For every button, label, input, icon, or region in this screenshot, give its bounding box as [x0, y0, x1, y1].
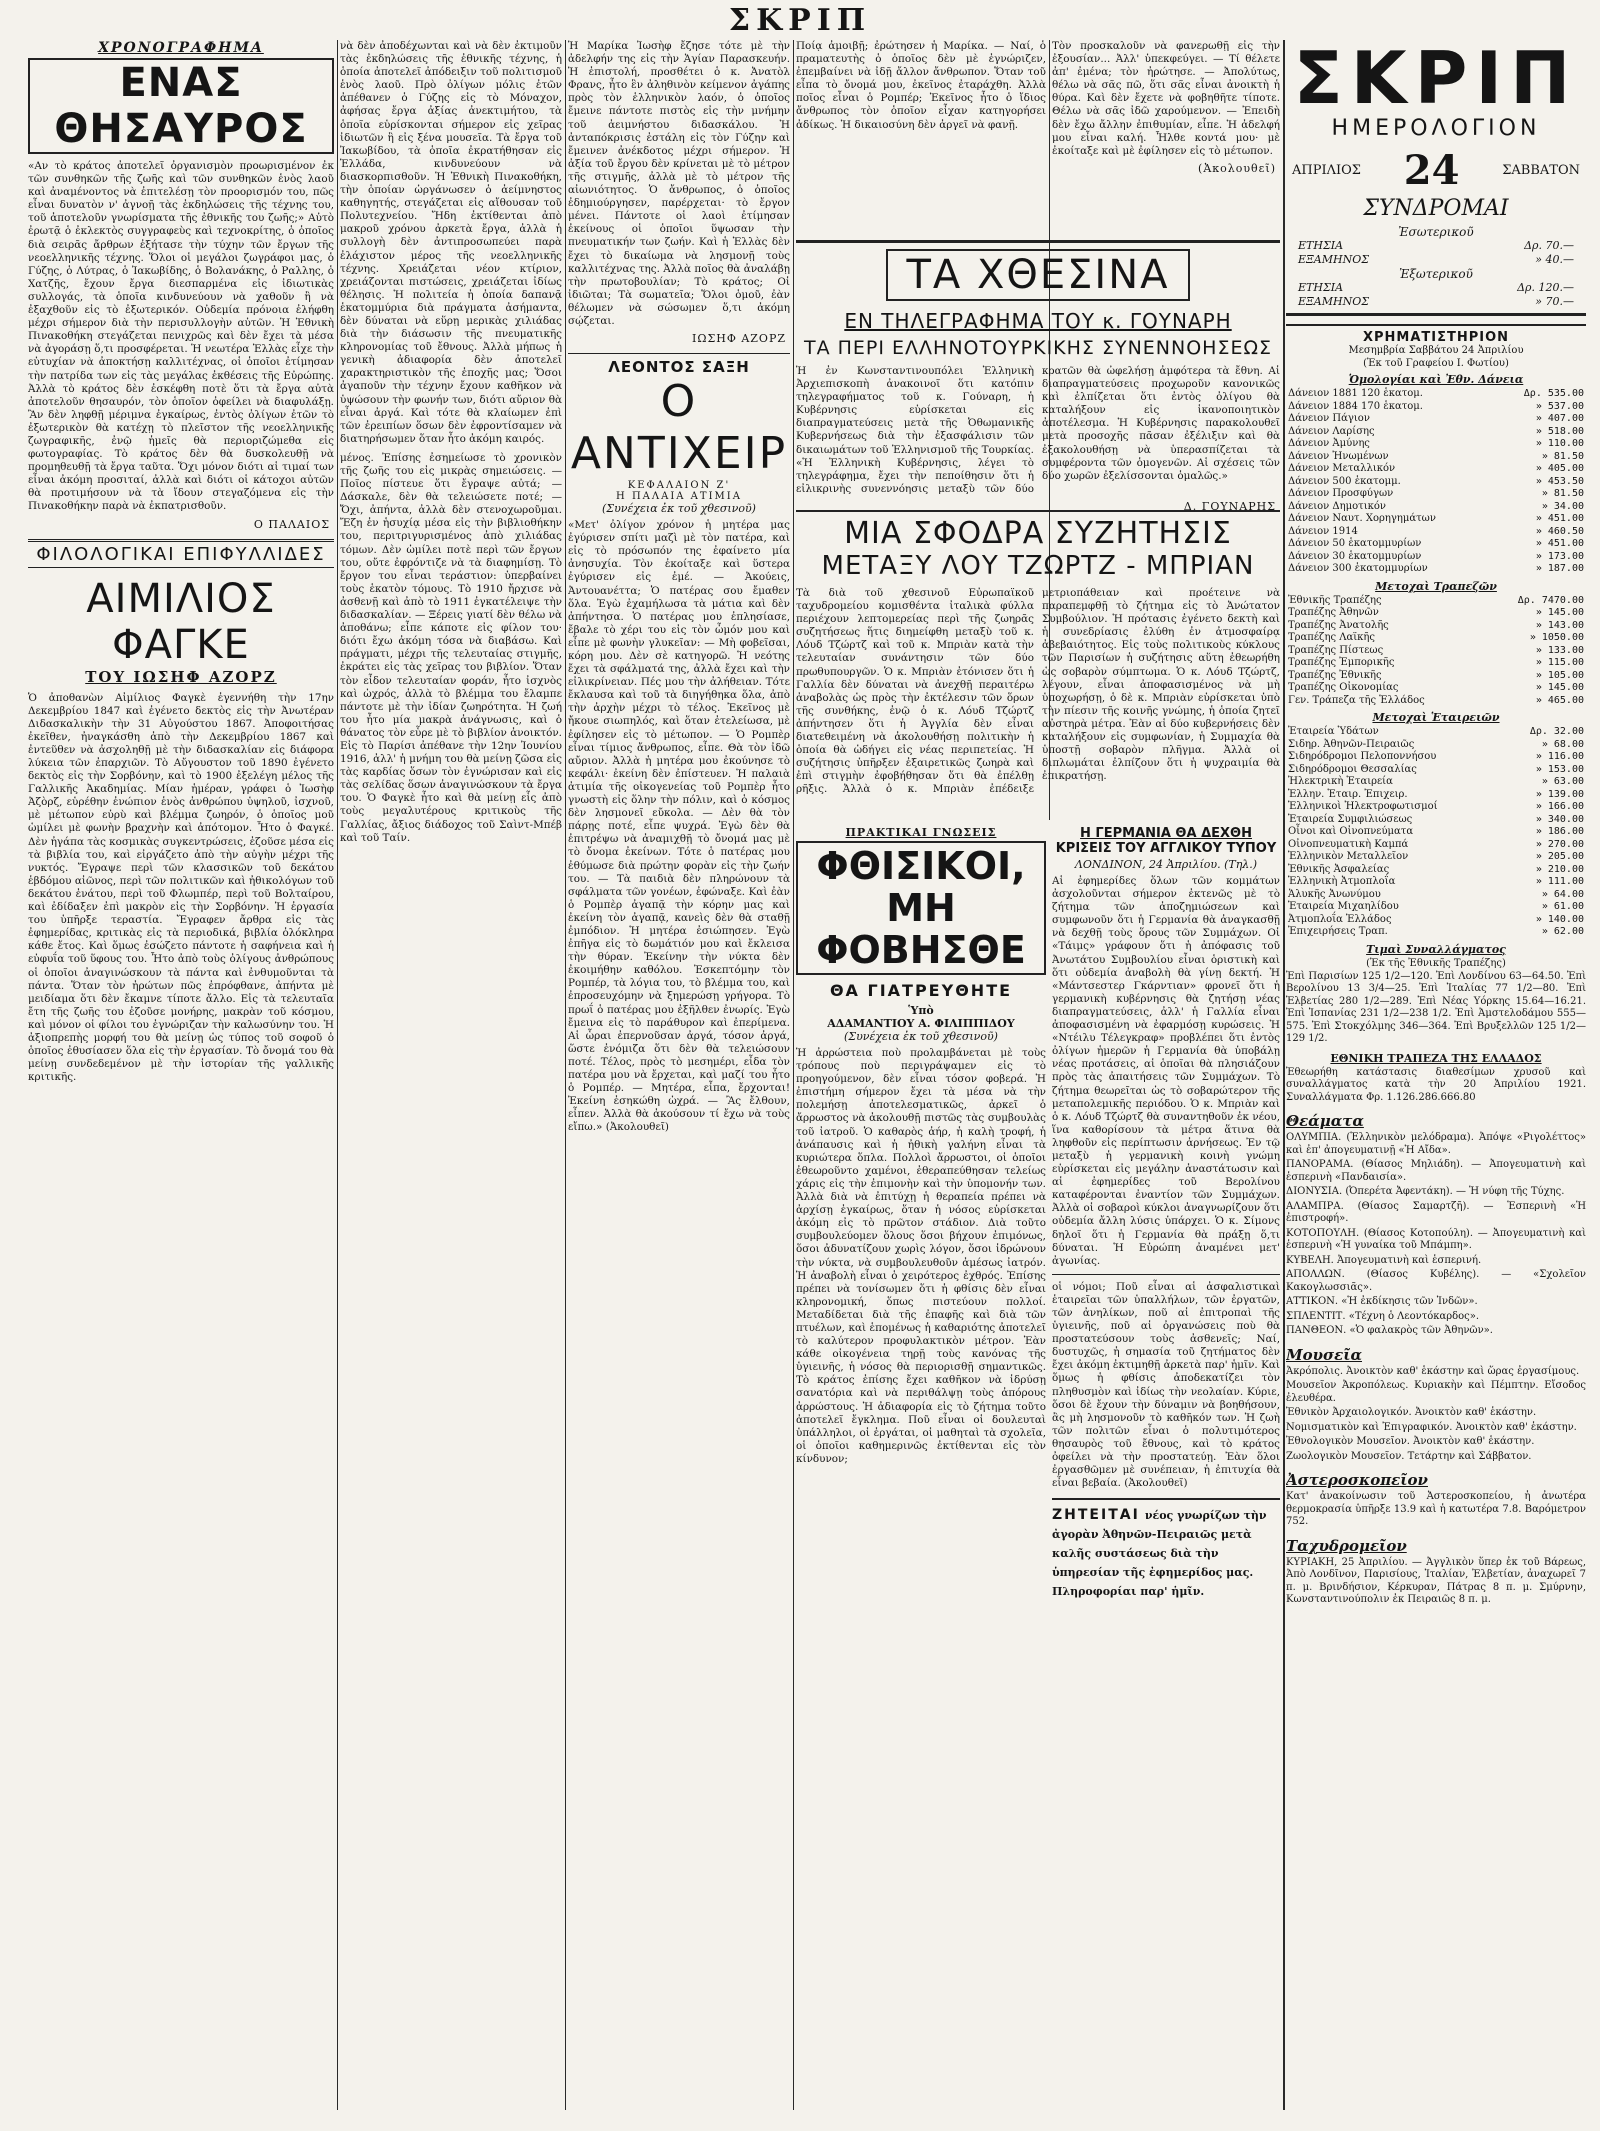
section-heading: ΦΙΛΟΛΟΓΙΚΑΙ ΕΠΙΦΥΛΛΙΔΕΣ	[28, 539, 334, 568]
rate-value: » 270.00	[1535, 838, 1584, 850]
article-body: μένος. Ἐπίσης ἐσημείωσε τὸ χρονικὸν τῆς ζωῆς του εἰς μικρὰς σημειώσεις. — Ποῖος πίστευε ὅτι ἔγραψε αὐτά; — Δάσκαλε, δὲν θὰ τελειώσετε ποτέ; — Ὄχι, ἀπήντα, ἀλλὰ δὲν στενοχωροῦμαι. Ἔζη ἐν ἡσυχίᾳ μέσα εἰς τὴν βιβλιοθήκην του, περιτριγυρισμένος ἀπὸ χιλιάδας τόμων. Δὲν ὡμίλει ποτὲ περὶ τῶν ἔργων του, οὔτε ἐφρόντιζε νὰ τὰ διαφημίσῃ. Τὸ ἔργον του εἶναι τεράστιον: ὑπερβαίνει τοὺς ἑκατὸν τόμους. Τὸ 1910 ἤρχισε νὰ ἀσθενῇ καὶ ἀπὸ τὸ 1911 ἐγκατέλειψε τὴν διδασκαλίαν. — Ξέρεις γιατί δὲν θέλω νὰ ἀποθάνω; εἶπε κάποτε εἰς φίλον του· διότι ἔχω ἀκόμη τόσα νὰ διαβάσω. Καὶ πράγματι, μέχρι τῆς τελευταίας στιγμῆς, ἐκράτει εἰς τὰς χεῖρας του βιβλίον. Ὅταν τὸν εἶδον τελευταίαν φοράν, ἦτο ἰσχνὸς καὶ ὠχρός, ἀλλὰ τὸ βλέμμα του ἔλαμπε πάντοτε μὲ τὴν ἰδίαν ζωηρότητα. Ἡ ζωή του ἦτο μία μακρὰ ἀνάγνωσις, καὶ ὁ θάνατος τὸν εὗρε μὲ τὸ βιβλίον ἀνοικτόν. Εἰς τὸ Παρίσι ἀπέθανε τὴν 12ην Ἰουνίου 1916, ἀλλ' ἡ μνήμη του θὰ μείνῃ ζῶσα εἰς τὰς καρδίας ὅσων τὸν ἐγνώρισαν καὶ εἰς τὰς σελίδας ὅσων ἀναγινώσκουν τὰ ἔργα του. Ὁ Φαγκὲ ἦτο καὶ θὰ μείνῃ εἷς ἀπὸ τοὺς μεγαλυτέρους κριτικοὺς τῆς Γαλλίας, ἄξιος διάδοχος τοῦ Σαὶντ-Μπέβ καὶ τοῦ Ταίν.	[340, 451, 562, 844]
column-kicker: ΧΡΟΝΟΓΡΑΦΗΜΑ	[98, 40, 264, 56]
rate-row	[1286, 914, 1586, 927]
rate-row	[1286, 451, 1586, 464]
article-body: Ἡ ἐν Κωνσταντινουπόλει Ἑλληνικὴ Ἀρχιεπισκοπὴ ἀνακοινοῖ ὅτι κατόπιν τηλεγραφήματος τοῦ κ. Γούναρη, ἡ Κυβέρνησις εὑρίσκεται εἰς διαπραγματεύσεις μετὰ τῆς Ὀθωμανικῆς Κυβερνήσεως διὰ τὴν ἐξασφάλισιν τῶν δικαιωμάτων τοῦ Ἑλληνισμοῦ τῆς Τουρκίας. «Ἡ Ἑλληνικὴ Κυβέρνησις, λέγει τὸ τηλεγράφημα, ἔχει τὴν πεποίθησιν ὅτι ἡ εἰλικρινὴς συνεννόησις μεταξὺ τῶν δύο κρατῶν θὰ ὠφελήσῃ ἀμφότερα τὰ ἔθνη. Αἱ διαπραγματεύσεις προχωροῦν κανονικῶς καὶ ἐλπίζεται ὅτι ἐντὸς ὀλίγου θὰ καταλήξουν εἰς ἱκανοποιητικὸν ἀποτέλεσμα. Ἡ Κυβέρνησις παρακολουθεῖ μετὰ προσοχῆς πᾶσαν ἐξέλιξιν καὶ θὰ ἐξακολουθήσῃ νὰ ὑπερασπίζεται τὰ συμφέροντα τῶν ὁμογενῶν. Αἱ σχέσεις τῶν δύο χωρῶν ἐξελίσσονται ὁμαλῶς.»	[796, 365, 1280, 495]
rate-label: Δάνειον 30 ἑκατομμυρίων	[1288, 550, 1422, 562]
rate-label: Τραπέζης Οἰκονομίας	[1288, 682, 1399, 693]
rate-value: Δρ. 32.00	[1529, 726, 1584, 737]
theatre-entry: ΔΙΟΝΥΣΙΑ. (Ὀπερέτα Ἀφεντάκη). — Ἡ νύφη τῆς Τύχης.	[1286, 1186, 1565, 1197]
rate-row	[1286, 901, 1586, 914]
rate-row	[1286, 789, 1586, 802]
museum-entry: Ἐθνολογικὸν Μουσεῖον. Ἀνοικτὸν καθ' ἑκάστην.	[1286, 1436, 1535, 1447]
ad-text: νέος γνωρίζων τὴν ἀγορὰν Ἀθηνῶν-Πειραιῶς μετὰ καλῆς συστάσεως διὰ τὴν ὑπηρεσίαν τῆς ἐφημερίδος μας. Πληροφορίαι παρ' ἡμῖν.	[1052, 1509, 1267, 1599]
market-note: Μεσημβρία Σαββάτου 24 Ἀπριλίου	[1348, 345, 1524, 356]
theatre-entry: ΟΛΥΜΠΙΑ. (Ἑλληνικὸν μελόδραμα). Ἀπόψε «Ριγολέττος» καὶ ἐπ' ἀπογευματινῇ «Ἡ Αἴδα».	[1286, 1132, 1586, 1156]
subscription-row: ΕΤΗΣΙΑ Δρ. 70.—	[1298, 239, 1574, 252]
column-5-lower	[1052, 820, 1280, 2110]
subscription-row: ΕΞΑΜΗΝΟΣ » 70.—	[1298, 295, 1574, 308]
rate-value: » 210.00	[1535, 863, 1584, 875]
ad-heading: ΖΗΤΕΙΤΑΙ	[1052, 1507, 1140, 1524]
article-signature: Δ. ΓΟΥΝΑΡΗΣ	[1183, 499, 1276, 513]
column-6	[1286, 40, 1586, 2110]
section-headline: ΤΑ ΧΘΕΣΙΝΑ	[886, 249, 1190, 301]
news-section	[796, 240, 1280, 519]
rate-row	[1286, 864, 1586, 877]
rate-row	[1286, 513, 1586, 526]
rate-label: Δάνειον 500 ἑκατομμ.	[1288, 475, 1401, 487]
rate-label: Σιδηρ. Ἀθηνῶν-Πειραιῶς	[1288, 738, 1415, 750]
column-rule	[337, 40, 338, 2110]
rate-label: Ἐθνικῆς Τραπέζης	[1288, 594, 1382, 606]
museum-entry: Ἀκρόπολις. Ἀνοικτὸν καθ' ἑκάστην καὶ ὥρας ἐργασίμους.	[1286, 1365, 1580, 1377]
rate-row	[1286, 595, 1586, 608]
rate-row	[1286, 695, 1586, 708]
rate-label: Δάνειον 1914	[1288, 525, 1358, 537]
article-body: Ἡ Μαρίκα Ἰωσὴφ ἔζησε τότε μὲ τὴν ἀδελφήν της εἰς τὴν Ἁγίαν Παρασκευήν. Ἡ ἐπιστολή, προσθέτει ὁ κ. Ἀνατὸλ Φρανς, ἦτο ἓν ἀληθινὸν κείμενον ἀγάπης πρὸς τὸν ἑλληνικὸν λαόν, ὁ ὁποῖος ἔμεινε πάντοτε πιστὸς εἰς τὴν μνήμην τοῦ ἀειμνήστου διδασκάλου. Ἡ ἀνταπόκρισις ἐστάλη εἰς τὸν Γύζην καὶ ἔμεινεν ἀνέκδοτος μέχρι σήμερον. Ἡ ἀξία τοῦ ἔργου δὲν κρίνεται μὲ τὸ μέτρον τῆς στιγμῆς, ἀλλὰ μὲ τὸ μέτρον τῆς αἰωνιότητος. Ὁ ἄνθρωπος, ὁ ὁποῖος ἐδημιούργησεν, παρέρχεται· τὸ ἔργον μένει. Πάντοτε οἱ λαοὶ ἐτίμησαν ἐκείνους οἱ ὁποῖοι ὕψωσαν τὴν πνευματικήν των ζωήν. Καὶ ἡ Ἑλλὰς δὲν ἔχει τὸ δικαίωμα νὰ λησμονῇ τοὺς καλλιτέχνας της. Ἀλλὰ ποῖος θὰ ἀναλάβῃ τὴν πρωτοβουλίαν; Τὸ κράτος; Οἱ ἰδιῶται; Τὰ σωματεῖα; Ὅλοι ὁμοῦ, ἐὰν θέλωμεν νὰ σώσωμεν ὅ,τι ἀκόμη σῴζεται.	[568, 40, 790, 327]
column-1	[28, 40, 334, 2110]
rate-label: Οἶνοι καὶ Οἰνοπνεύματα	[1288, 826, 1414, 837]
rate-row	[1286, 851, 1586, 864]
rate-label: Δάνειον Προσφύγων	[1288, 488, 1394, 499]
rate-value: » 451.00	[1535, 513, 1584, 524]
column-rule	[1283, 40, 1285, 2110]
rate-value: » 465.00	[1535, 694, 1584, 706]
theatre-entry: ΑΛΑΜΠΡΑ. (Θίασος Σαμαρτζῆ). — Ἑσπερινὴ «Ἡ ἐπιστροφή».	[1286, 1200, 1586, 1224]
rate-label: Τραπέζης Πίστεως	[1288, 644, 1384, 656]
news-section	[796, 510, 1280, 797]
observatory-text: Κατ' ἀνακοίνωσιν τοῦ Ἀστεροσκοπείου, ἡ ἀνωτέρα θερμοκρασία ὑπῆρξε 13.9 καὶ ἡ κατωτέρα 7.8. Βαρόμετρον 752.	[1286, 1491, 1586, 1527]
rate-value: » 451.00	[1535, 538, 1584, 549]
continuation-note: (Συνέχεια ἐκ τοῦ χθεσινοῦ)	[602, 502, 756, 516]
rate-value: » 81.50	[1541, 450, 1584, 462]
rate-value: » 81.50	[1541, 488, 1584, 499]
rate-label: Δάνειον Πάγιον	[1288, 413, 1370, 424]
rate-row	[1286, 401, 1586, 414]
theatre-entry: ΑΠΟΛΛΩΝ. (Θίασος Κυβέλης). — «Σχολεῖον Κακογλωσσιᾶς».	[1286, 1269, 1586, 1293]
masthead: ΣΚΡΙΠ	[728, 3, 872, 38]
rate-row	[1286, 413, 1586, 426]
market-group-title: Τιμαὶ Συναλλάγματος	[1366, 942, 1506, 956]
rate-row	[1286, 632, 1586, 645]
chapter-number: ΚΕΦΑΛΑΙΟΝ Ζ'	[627, 480, 731, 492]
rate-value: » 518.00	[1535, 425, 1584, 437]
rate-label: Δάνειον 1884 170 ἑκατομ.	[1288, 400, 1423, 412]
rate-row	[1286, 501, 1586, 514]
rate-label: Ἠλεκτρικὴ Ἑταιρεία	[1288, 776, 1393, 787]
date-row	[1286, 147, 1586, 194]
rate-value: » 133.00	[1535, 644, 1584, 656]
subscriptions-interior: Ἐσωτερικοῦ	[1398, 225, 1474, 239]
rate-row	[1286, 826, 1586, 839]
rate-value: » 340.00	[1535, 813, 1584, 825]
rate-value: » 116.00	[1535, 751, 1584, 762]
museum-entry: Μουσεῖον Ἀκροπόλεως. Κυριακὴν καὶ Πέμπτην. Εἴσοδος ἐλευθέρα.	[1286, 1380, 1586, 1404]
rate-value: » 145.00	[1535, 607, 1584, 618]
rate-label: Ἀτμοπλοΐα Ἑλλάδος	[1288, 913, 1392, 925]
market-group-title: Ὁμολογίαι καὶ Ἐθν. Δάνεια	[1348, 373, 1524, 386]
rate-value: » 64.00	[1541, 888, 1584, 900]
rate-row	[1286, 526, 1586, 539]
article-body: νὰ δὲν ἀποδέχωνται καὶ νὰ δὲν ἐκτιμοῦν τὰς ἐκδηλώσεις τῆς ἐθνικῆς τέχνης, ἡ ὁποία ἀποτελεῖ ἀπόδειξιν τοῦ πολιτισμοῦ ἑνὸς λαοῦ. Πρὸ ὀλίγων μόλις ἐτῶν ἀπέθανεν ὁ Γύζης εἰς τὸ Μόναχον, ἀφήσας ἔργα ἀξίας ἀνεκτιμήτου, τὰ ὁποῖα εὑρίσκονται σήμερον εἰς χεῖρας ἰδιωτῶν ἢ εἰς ξένα μουσεῖα. Τὰ ἔργα τοῦ Ἰακωβίδου, τὰ ὁποῖα ἐκρατήθησαν εἰς Ἑλλάδα, κινδυνεύουν νὰ διασκορπισθοῦν. Ἡ Ἐθνικὴ Πινακοθήκη, τὴν ὁποίαν ὠργάνωσεν ὁ ἀείμνηστος καθηγητής, στεγάζεται εἰς αἴθουσαν τοῦ Πολυτεχνείου. Ἤδη ἐκτίθενται ἀπὸ μακροῦ χρόνου ἀρκετὰ ἔργα, ἀλλὰ ἡ συλλογὴ δὲν ἀντιπροσωπεύει παρὰ ἐλάχιστον μέρος τῆς νεοελληνικῆς τέχνης. Χρειάζεται νέον κτίριον, χρειάζονται πιστώσεις, χρειάζεται ἰδίως θέλησις. Ἡ πολιτεία ἡ ὁποία δαπανᾷ ἑκατομμύρια διὰ πράγματα ἀσήμαντα, δὲν δύναται νὰ εὕρῃ μερικὰς χιλιάδας διὰ τὴν διάσωσιν τῆς πνευματικῆς κληρονομίας τοῦ ἔθνους. Ἀλλὰ μήπως ἡ γενικὴ ἀδιαφορία δὲν ἀποτελεῖ χαρακτηριστικὸν τῆς ἐποχῆς μας; Ὅσοι ἀγαποῦν τὴν τέχνην ἔχουν καθῆκον νὰ ὑψώσουν τὴν φωνήν των, διότι αὔριον θὰ εἶναι ἀργά. Καὶ τότε θὰ κλαίωμεν ἐπὶ τῶν ἐρειπίων ὅσων δὲν ἐφροντίσαμεν νὰ διατηρήσωμεν ὅταν ἦτο ἀκόμη καιρός.	[340, 40, 562, 445]
article-body: «Αν τὸ κράτος ἀποτελεῖ ὀργανισμὸν προωρισμένον ἐκ τῶν συνθηκῶν τῆς ζωῆς καὶ τῶν συνθηκῶν ἑνὸς λαοῦ καὶ ἀναμένοντος νὰ ἐπιτελέσῃ τὸν προορισμόν του, πῶς εἶναι δυνατὸν ν' ἀγνοῇ τὰς ἐκδηλώσεις τῆς τέχνης του, τοῦ ἀποτελοῦν γνωρίσματα τῆς ἐθνικῆς του ζωῆς;» Αὐτὸ ἐρωτᾷ ὁ ἐκλεκτὸς συγγραφεὺς καὶ τεχνοκρίτης, ὁ ὁποῖος διὰ σειρᾶς ἄρθρων ἐξήτασε τὴν τύχην τῶν ἔργων τῆς νεοελληνικῆς τέχνης. Ὅλοι οἱ μεγάλοι ζωγράφοι μας, ὁ Γύζης, ὁ Λύτρας, ὁ Ἰακωβίδης, ὁ Βολανάκης, ὁ Ραλλης, ὁ Χατζῆς, ἔχουν ἔργα διεσπαρμένα εἰς ἰδιωτικὰς συλλογάς, τὰ ὁποῖα κινδυνεύουν νὰ χαθοῦν ἢ νὰ ἐξαχθοῦν εἰς τὸ ἐξωτερικόν. Οὐδεμία πρόνοια ἐλήφθη μέχρι σήμερον διὰ τὴν περισυλλογὴν αὐτῶν. Ἡ Ἐθνικὴ Πινακοθήκη στεγάζεται πενιχρῶς καὶ δὲν ἔχει τὰ μέσα νὰ ἀγοράσῃ ὅ,τι προσφέρεται. Ἡ νεωτέρα Ἑλλὰς εἶχε τὴν εὐτυχίαν νὰ ἀποκτήσῃ καλλιτέχνας, οἱ ὁποῖοι ἐτίμησαν τὴν πατρίδα των εἰς τὰς μεγάλας ἐκθέσεις τῆς Εὐρώπης. Ἀλλὰ τὸ κράτος δὲν ἐσκέφθη ποτὲ ὅτι τὰ ἔργα αὐτὰ ἀποτελοῦν θησαυρόν, τὸν ὁποῖον ὀφείλει νὰ διαφυλάξῃ. Ἂν δὲν ληφθῇ μέριμνα ἐγκαίρως, ἐντὸς ὀλίγων ἐτῶν τὸ ἐξωτερικὸν θὰ κατέχῃ τὸ πλεῖστον τῆς νεοελληνικῆς ζωγραφικῆς, ἐνῷ ἡμεῖς θὰ περιοριζώμεθα εἰς φωτογραφίας. Τὸ κράτος δὲν θὰ δυσκολευθῇ νὰ προμηθευθῇ τὰ ἔργα ταῦτα. Ὅχι μόνον διότι αἱ τιμαί των εἶναι ἀκόμη προσιταί, ἀλλὰ καὶ διότι οἱ κάτοχοι αὐτῶν θὰ προτιμήσουν νὰ τὰ ἴδουν στεγαζόμενα εἰς τὴν Πινακοθήκην παρὰ νὰ ἐκπατρισθοῦν.	[28, 160, 334, 513]
rate-value: » 139.00	[1535, 788, 1584, 800]
serial-title: Ο ΑΝΤΙΧΕΙΡ	[570, 376, 788, 480]
column-rule	[565, 40, 566, 2110]
rate-row	[1286, 563, 1586, 576]
serial-body: «Μετ' ὀλίγον χρόνον ἡ μητέρα μας ἐγύρισεν σπίτι μαζὶ μὲ τὸν πατέρα, καὶ εἰς τὸ πρόσωπόν της ἐφαίνετο μία ἀνησυχία. Τὸν ἐκοίταξε καὶ ὕστερα ἐγύρισεν εἰς ἐμέ. — Ἀκούεις, Ἀντουανέττα; Ὁ πατέρας σου ἔμαθεν ὅλα. Ἐγὼ ἐχαμήλωσα τὰ μάτια καὶ δὲν ἀπήντησα. Ὁ πατέρας μου ἐπλησίασε, ἔβαλε τὸ χέρι του εἰς τὸν ὦμόν μου καὶ εἶπε μὲ φωνὴν γλυκεῖαν: — Μὴ φοβεῖσαι, κόρη μου. Δὲν σὲ κατηγορῶ. Ἡ νεότης ἔχει τὰ σφάλματά της, ἀλλὰ ἔχει καὶ τὴν εἰλικρίνειαν. Πές μου τὴν ἀλήθειαν. Τότε ἔκλαυσα καὶ τοῦ τὰ διηγήθηκα ὅλα, ἀπὸ τὴν ἀρχὴν μέχρι τὸ τέλος. Ἐκεῖνος μὲ ἤκουε σιωπηλός, καὶ ὅταν ἐτελείωσα, μὲ ἐφίλησεν εἰς τὸ μέτωπον. — Ὁ Ρομπὲρ εἶναι τίμιος ἄνθρωπος, εἶπε. Θὰ τὸν ἰδῶ αὔριον. Ἀλλὰ ἡ μητέρα μου ἐκούνησε τὸ κεφάλι· ἐκείνη δὲν ἐπίστευεν. Ἡ παλαιὰ ἀτιμία τῆς οἰκογενείας τοῦ Ρομπὲρ ἦτο γνωστὴ εἰς ὅλην τὴν πόλιν, καὶ ὁ κόσμος δὲν λησμονεῖ εὔκολα. — Δὲν θὰ τὸν πάρῃς ποτέ, εἶπε ψυχρά. Ἐγὼ δὲν θὰ ἐπιτρέψω νὰ ἀναμιχθῇ τὸ ὄνομά μας μὲ τὸ ὄνομα ἐκείνων. Τότε ὁ πατέρας μου ἐθύμωσε διὰ πρώτην φορὰν εἰς τὴν ζωήν του. — Τὰ παιδιὰ δὲν πληρώνουν τὰ σφάλματα τῶν γονέων, ἐφώναξε. Καὶ ἐὰν ὁ Ρομπὲρ ἀγαπᾷ τὴν κόρην μας καὶ ἐκείνη τὸν ἀγαπᾷ, κανεὶς δὲν θὰ σταθῇ ἐμπόδιον. Ἡ μητέρα ἐσιώπησεν. Ἐγὼ ἐπῆγα εἰς τὸ δωμάτιόν μου καὶ ἔκλεισα τὴν θύραν. Ἐκείνην τὴν νύκτα δὲν ἐκοιμήθην καθόλου. Ἐσκεπτόμην τὸν Ρομπέρ, τὰ λόγια του, τὸ βλέμμα του, καὶ ἐπροσευχόμην νὰ ξημερώσῃ γρήγορα. Τὸ πρωΐ ὁ πατέρας μου ἐξῆλθεν ἐνωρίς. Ἐγὼ ἔμεινα εἰς τὸ παράθυρον καὶ ἐπερίμενα. Αἱ ὧραι ἐπερνοῦσαν ἀργά, τόσον ἀργά, ὥστε ἐνόμιζα ὅτι δὲν θὰ τελειώσουν ποτέ. Τέλος, πρὸς τὸ μεσημέρι, εἶδα τὸν πατέρα μου νὰ ἔρχεται, καὶ μαζί του ἦτο ὁ Ρομπέρ. — Μητέρα, εἶπα, ἔρχονται! Ἐκείνη ἐσηκώθη ὠχρά. — Ἂς ἔλθουν, εἶπεν. Ἀλλὰ θὰ ἀκούσουν τί ἔχω νὰ τοὺς εἴπω.» (Ἀκολουθεῖ)	[568, 519, 790, 1134]
serial-author: ΛΕΟΝΤΟΣ ΣΑΞΗ	[568, 353, 790, 376]
rate-row	[1286, 814, 1586, 827]
column-3	[568, 40, 790, 2110]
article-body: Ἡ ἀρρώστεια ποὺ προλαμβάνεται μὲ τοὺς τρόπους ποὺ περιγράψαμεν εἰς τὸ προηγούμενον, δὲν εἶναι τόσον φοβερά. Ἡ ἐπιστήμη σήμερον ἔχει τὰ μέσα νὰ τὴν πολεμήσῃ ἀποτελεσματικῶς, ἀρκεῖ ὁ ἄρρωστος νὰ ἀκολουθῇ πιστῶς τὰς συμβουλὰς τοῦ ἰατροῦ. Ὁ καθαρὸς ἀήρ, ἡ καλὴ τροφή, ἡ ἀνάπαυσις καὶ ἡ ἠθικὴ γαλήνη εἶναι τὰ κυριώτερα ὅπλα. Πολλοὶ ἄρρωστοι, οἱ ὁποῖοι ἐθεωροῦντο χαμένοι, ἐθεραπεύθησαν τελείως χάρις εἰς τὴν ἐπιμονὴν καὶ τὴν ὑπομονήν των. Ἀλλὰ διὰ νὰ ἐπιτύχῃ ἡ θεραπεία πρέπει νὰ ἀρχίσῃ ἐγκαίρως, ὅταν ἡ νόσος εὑρίσκεται ἀκόμη εἰς τὸ πρῶτον στάδιον. Διὰ τοῦτο συμβουλεύομεν ὅλους ὅσοι βήχουν ἐπιμόνως, ὅσοι ἀδυνατίζουν χωρὶς λόγον, ὅσοι ἱδρώνουν τὴν νύκτα, νὰ συμβουλευθοῦν ἀμέσως ἰατρόν. Ἡ ἀναβολὴ εἶναι ὁ χειρότερος ἐχθρός. Ἐπίσης πρέπει νὰ τονίσωμεν ὅτι ἡ φθίσις δὲν εἶναι κληρονομική, ὅπως πιστεύουν πολλοί. Μεταδίδεται διὰ τῆς ἐπαφῆς καὶ διὰ τῶν πτυέλων, καὶ ἑπομένως ἡ καθαριότης ἀποτελεῖ τὸ καλύτερον προφυλακτικὸν μέτρον. Ἐὰν κάθε οἰκογένεια τηρῇ τοὺς κανόνας τῆς ὑγιεινῆς, ἡ νόσος θὰ περιορισθῇ σημαντικῶς. Τὸ κράτος ἐπίσης ἔχει καθῆκον νὰ ἱδρύσῃ σανατόρια καὶ νὰ περιθάλψῃ τοὺς ἀπόρους ἀρρώστους. Ἡ ἀδιαφορία εἰς τὸ ζήτημα τοῦτο ἀποτελεῖ ἔγκλημα. Ποῦ εἶναι οἱ δουλευταὶ ὑπάλληλοι, οἱ ἐργάται, οἱ μαθηταὶ τὰ σχολεῖα, οἱ ὁποῖοι καθημερινῶς ἐκτίθενται εἰς τὸν κίνδυνον;	[796, 1047, 1046, 1465]
article-byline: ΑΔΑΜΑΝΤΙΟΥ Α. ΦΙΛΙΠΠΙΔΟΥ	[827, 1017, 1015, 1030]
subscription-row: ΕΞΑΜΗΝΟΣ » 40.—	[1298, 253, 1574, 266]
rate-label: Σιδηρόδρομοι Πελοποννήσου	[1288, 751, 1437, 762]
rate-label: Δάνειον Ναυτ. Χορηγημάτων	[1288, 513, 1436, 524]
article-body: Ποίᾳ ἀμοιβῇ; ἐρώτησεν ἡ Μαρίκα. — Ναί, ὁ πραματευτὴς ὁ ὁποῖος δὲν μὲ ἐγνώριζεν, ἐπεμβαίνει νὰ ἰδῇ ἄλλον ἄνθρωπον. Ὅταν τοῦ εἶπα τὸ ὄνομά μου, ἐκεῖνος ἐταράχθη. Ἀλλὰ ποῖος εἶναι ὁ Ρομπέρ; Ἐκεῖνος ἦτο ὁ ἴδιος ἄνθρωπος τὸν ὁποῖον εἶχαν κατηγορήσει ἀδίκως. Ἡ δικαιοσύνη δὲν ἀργεῖ νὰ φανῇ.	[796, 40, 1046, 131]
rate-value: » 537.00	[1535, 400, 1584, 412]
rates-list	[1286, 595, 1586, 708]
article-signature: ΙΩΣΗΦ ΑΖΟΡΖ	[692, 332, 786, 346]
rate-label: Δάνειον Μεταλλικόν	[1288, 463, 1396, 474]
rate-value: » 166.00	[1535, 801, 1584, 812]
column-kicker: ΠΡΑΚΤΙΚΑΙ ΓΝΩΣΕΙΣ	[845, 826, 997, 839]
rate-row	[1286, 645, 1586, 658]
museum-entry: Νομισματικὸν καὶ Ἐπιγραφικόν. Ἀνοικτὸν καθ' ἑκάστην.	[1286, 1421, 1577, 1433]
rate-label: Ἑλληνικοὶ Ἠλεκτροφωτισμοί	[1288, 801, 1438, 812]
rate-label: Δάνειον Δημοτικόν	[1288, 500, 1386, 512]
rate-row	[1286, 388, 1586, 401]
theatre-entry: ΚΥΒΕΛΗ. Ἀπογευματινὴ καὶ ἑσπερινή.	[1286, 1254, 1482, 1266]
rate-label: Γεν. Τράπεζα τῆς Ἑλλάδος	[1288, 694, 1425, 706]
rate-value: » 115.00	[1535, 657, 1584, 668]
rate-value: » 187.00	[1535, 563, 1584, 574]
rate-row	[1286, 764, 1586, 777]
market-group-title: Μετοχαὶ Τραπεζῶν	[1375, 579, 1497, 593]
rate-row	[1286, 426, 1586, 439]
rate-value: Δρ. 535.00	[1523, 388, 1584, 399]
rate-label: Δάνειον Λαρίσης	[1288, 425, 1375, 437]
rate-row	[1286, 488, 1586, 501]
rate-row	[1286, 751, 1586, 764]
rate-value: » 145.00	[1535, 682, 1584, 693]
rate-value: » 105.00	[1535, 669, 1584, 681]
paper-name: ΣΚΡΙΠ	[1293, 40, 1579, 120]
rate-label: Δάνειον 50 ἑκατομμυρίων	[1288, 538, 1422, 549]
rate-row	[1286, 726, 1586, 739]
calendar-box	[1286, 40, 1586, 316]
market-title: ΧΡΗΜΑΤΙΣΤΗΡΙΟΝ	[1286, 324, 1586, 345]
rate-value: » 205.00	[1535, 851, 1584, 862]
rate-label: Ἑλλην. Ἑταιρ. Ἐπιχειρ.	[1288, 788, 1408, 800]
subscription-row: ΕΤΗΣΙΑ Δρ. 120.—	[1298, 281, 1574, 294]
rate-label: Τραπέζης Ἀνατολῆς	[1288, 619, 1389, 631]
article-byline: ΤΟΥ ΙΩΣΗΦ ΑΖΟΡΖ	[85, 667, 277, 686]
rate-label: Ἑταιρεία Συμφιλιώσεως	[1288, 813, 1413, 825]
theatres-title: Θεάματα	[1286, 1112, 1364, 1130]
rate-row	[1286, 657, 1586, 670]
article-signature: (Ἀκολουθεῖ)	[1198, 161, 1276, 175]
rate-value: » 110.00	[1535, 438, 1584, 449]
article-headline: ΦΘΙΣΙΚΟΙ,	[816, 844, 1026, 888]
article-headline: Η ΓΕΡΜΑΝΙΑ ΘΑ ΔΕΧΘΗ	[1080, 826, 1252, 841]
rate-label: Τραπέζης Ἀθηνῶν	[1288, 607, 1379, 618]
rate-label: Τραπέζης Λαϊκῆς	[1288, 632, 1375, 643]
rate-value: » 63.00	[1541, 776, 1584, 787]
rate-label: Τραπέζης Ἐμπορικῆς	[1288, 657, 1395, 668]
rate-value: » 62.00	[1541, 926, 1584, 937]
rate-label: Δάνειον Ἠνωμένων	[1288, 450, 1389, 462]
rate-row	[1286, 670, 1586, 683]
rate-value: » 460.50	[1535, 525, 1584, 537]
rate-row	[1286, 538, 1586, 551]
chapter-title: Η ΠΑΛΑΙΑ ΑΤΙΜΙΑ	[616, 491, 742, 503]
rate-value: » 453.50	[1535, 475, 1584, 487]
rate-label: Ἐπιχειρήσεις Τραπ.	[1288, 926, 1388, 937]
rate-label: Σιδηρόδρομοι Θεσσαλίας	[1288, 763, 1417, 775]
article-body: Τὸν προσκαλοῦν νὰ φανερωθῇ εἰς τὴν ἐξουσίαν... Ἀλλ' ὑπεκφεύγει. — Τί θέλετε ἀπ' ἐμένα; τὸν ἠρώτησε. — Ἀπολύτως, θέλω νὰ σᾶς πῶ, ὅτι σᾶς εἶναι ἀνοικτὴ ἡ θύρα. Καὶ δὲν ἔχετε νὰ φοβηθῆτε τίποτε. Θέλω νὰ σᾶς ἰδῶ χαρούμενον. — Ἐπειδὴ δὲν ἔχω ἄλλην ἐπιθυμίαν, εἶπε. Ἡ ἀδελφή μου εἶναι καλή. Ἦλθε κοντά μου· μὲ ἐκοίταξε καὶ μὲ ἐφίλησεν εἰς τὸ μέτωπον.	[1052, 40, 1280, 157]
article-signature: Ο ΠΑΛΑΙΟΣ	[253, 517, 330, 531]
rate-label: Δάνειον 300 ἑκατομμυρίων	[1288, 563, 1428, 574]
market-source: (Ἐκ τοῦ Γραφείου Ι. Φωτίου)	[1363, 358, 1509, 369]
rate-value: » 186.00	[1535, 826, 1584, 837]
market-group-title: Μετοχαὶ Ἑταιρειῶν	[1372, 711, 1500, 724]
rate-row	[1286, 801, 1586, 814]
rate-value: Δρ. 7470.00	[1517, 594, 1584, 606]
rate-row	[1286, 607, 1586, 620]
rate-row	[1286, 476, 1586, 489]
rate-value: » 140.00	[1535, 913, 1584, 925]
article-headline: ΜΗ ΦΟΒΗΣΘΕ	[816, 886, 1026, 972]
article-body: οἱ νόμοι; Ποῦ εἶναι αἱ ἀσφαλιστικαὶ ἑταιρεῖαι τῶν ὑπαλλήλων, τῶν ἐργατῶν, τῶν ἀνηλίκων, ποῦ αἱ ἐπιτροπαὶ τῆς ὑγιεινῆς, ποῦ αἱ ὀργανώσεις ποὺ θὰ προστατεύσουν τοὺς ἀσθενεῖς; Ναί, δυστυχῶς, ἡ σημασία τοῦ ζητήματος δὲν ἔχει ἀκόμη ἐκτιμηθῇ ἀρκετὰ παρ' ἡμῖν. Καὶ ὅμως ἡ φθίσις ἀποδεκατίζει τὸν πληθυσμὸν καὶ ἰδίως τὴν νεολαίαν. Κύριε, ὅσοι δὲ ἔχουν τὴν δύναμιν νὰ βοηθήσουν, ἂς μὴ λησμονοῦν τὸ καθῆκόν των. Ἡ ζωὴ τῶν πολιτῶν εἶναι ὁ πολυτιμότερος θησαυρὸς τοῦ ἔθνους, καὶ τὸ κράτος ὀφείλει νὰ τὴν προστατεύῃ. Ἐὰν ὅλοι ἐργασθῶμεν μὲ συνέπειαν, ἡ ἐπιτυχία θὰ εἶναι βεβαία. (Ἀκολουθεῖ)	[1052, 1280, 1280, 1490]
column-rule	[793, 40, 794, 2110]
rate-label: Ἐθνικῆς Ἀσφαλείας	[1288, 863, 1390, 875]
rate-row	[1286, 876, 1586, 889]
museums-title: Μουσεῖα	[1286, 1345, 1362, 1364]
museum-entry: Ζωολογικὸν Μουσεῖον. Τετάρτην καὶ Σάββατον.	[1286, 1450, 1532, 1462]
museum-entry: Ἐθνικὸν Ἀρχαιολογικόν. Ἀνοικτὸν καθ' ἑκάστην.	[1286, 1407, 1537, 1418]
article-body: Ὁ ἀποθανὼν Αἰμίλιος Φαγκὲ ἐγεννήθη τὴν 17ην Δεκεμβρίου 1847 καὶ ἐγένετο δεκτὸς εἰς τὴν Ἀνωτέραν Διδασκαλικὴν τὴν 31 Αὐγούστου 1867. Ἀποφοιτήσας ἐκεῖθεν, ἠναγκάσθη ἀπὸ τὴν Δεκεμβρίου 1867 καὶ ἐντεῦθεν νὰ ἀσχοληθῇ μὲ τὴν διδασκαλίαν εἰς διάφορα λύκεια τῶν ἐπαρχιῶν. Τὸ Αὔγουστον τοῦ 1890 ἐγένετο δεκτὸς εἰς τὴν Σορβόνην, καὶ τὸ 1900 ἐξελέγη μέλος τῆς Γαλλικῆς Ἀκαδημίας. Μίαν ἡμέραν, γράφει ὁ Ἰωσὴφ Ἀζὸρζ, εὑρέθην ἐνώπιον ἑνὸς ἀνθρώπου ὑψηλοῦ, ἰσχνοῦ, μὲ μέτωπον εὐρὺ καὶ βλέμμα ζωηρόν, ὁ ὁποῖος μοῦ ὡμίλει μὲ φωνὴν βραχνὴν καὶ ἀπότομον. Ἦτο ὁ Φαγκέ. Δὲν ἠγάπα τὰς κοσμικὰς συγκεντρώσεις, ἐζοῦσε μέσα εἰς τὰ βιβλία του, καὶ εἰργάζετο ἀπὸ τὴν αὐγὴν μέχρι τῆς νυκτός. Ἔγραψε περὶ τῶν κλασσικῶν τοῦ δεκάτου ἑβδόμου αἰῶνος, περὶ τῶν πολιτικῶν καὶ ἠθικολόγων τοῦ δεκάτου ἐνάτου, περὶ τοῦ Φλωμπέρ, περὶ τοῦ Βολταίρου, καὶ ἐδίδαξεν ἐπὶ μακρὸν εἰς τὴν Σορβόνην. Ἡ ἐργασία του ὑπῆρξε τεραστία. Ἔγραφεν ἄρθρα εἰς τὰς ἐφημερίδας, κριτικὰς εἰς τὰ περιοδικά, βιβλία ὁλόκληρα κάθε ἔτος. Καὶ ὅμως ἐσώζετο πάντοτε ἡ σαφήνεια καὶ ἡ εὐφυΐα τοῦ ὕφους του. Ἦτο ἀπὸ τοὺς ὀλίγους ἀνθρώπους οἱ ὁποῖοι ἀναγινώσκουν τὰ πάντα καὶ ἐνθυμοῦνται τὰ πάντα. Ὅταν τὸν ἠρώτων πῶς ἐπρόφθανε, ἀπήντα μὲ μειδίαμα ὅτι δὲν ἔκαμνε τίποτε ἄλλο. Εἰς τὰ τελευταῖα ἔτη τῆς ζωῆς του ἐζοῦσε μονήρης, μακρὰν τοῦ κόσμου, καὶ μόνον οἱ φίλοι του ἐγνώριζαν τὴν καλωσύνην του. Ἡ ἀξιοπρεπὴς μορφή του θὰ μείνῃ ὡς τύπος τοῦ σοφοῦ ὁ ὁποῖος ἐθυσίασεν ὅλα εἰς τὴν ἐργασίαν. Τὸ ὄνομά του θὰ μείνῃ συνδεδεμένον μὲ τὴν ἱστορίαν τῆς γαλλικῆς κριτικῆς.	[28, 691, 334, 1084]
rate-value: » 407.00	[1535, 413, 1584, 424]
rate-label: Δάνειον 1881 120 ἑκατομ.	[1288, 388, 1423, 399]
theatre-entry: ΠΑΝΘΕΟΝ. «Ὁ φαλακρὸς τῶν Ἀθηνῶν».	[1286, 1325, 1493, 1336]
rate-value: » 405.00	[1535, 463, 1584, 474]
observatory-title: Ἀστεροσκοπεῖον	[1286, 1471, 1428, 1489]
rate-label: Ἑλληνικὴ Ἀτμοπλοΐα	[1288, 876, 1396, 887]
subscriptions-title: ΣΥΝΔΡΟΜΑΙ	[1363, 196, 1509, 221]
rate-row	[1286, 682, 1586, 695]
article-subheadline: ΜΕΤΑΞΥ ΛΟΥ ΤΖΩΡΤΖ - ΜΠΡΙΑΝ	[821, 551, 1255, 581]
theatre-entry: ΣΠΛΕΝΤΙΤ. «Τέχνη ὁ Λεοντόκαρδος».	[1286, 1310, 1480, 1322]
column-4-lower	[796, 820, 1046, 2110]
rate-label: Ἑταιρεία Μιχαηλίδου	[1288, 901, 1399, 912]
article-headline: ΕΝ ΤΗΛΕΓΡΑΦΗΜΑ ΤΟΥ κ. ΓΟΥΝΑΡΗ	[844, 309, 1232, 333]
post-title: Ταχυδρομεῖον	[1286, 1536, 1407, 1555]
rate-row	[1286, 889, 1586, 902]
rate-value: » 153.00	[1535, 763, 1584, 775]
article-subheadline: ΚΡΙΣΕΙΣ ΤΟΥ ΑΓΓΛΙΚΟΥ ΤΥΠΟΥ	[1055, 841, 1277, 856]
article-body: Αἱ ἐφημερίδες ὅλων τῶν κομμάτων ἀσχολοῦνται σήμερον ἐκτενῶς μὲ τὸ ζήτημα τῶν ἀποζημιώσεων καὶ συμφωνοῦν ὅτι ἡ Γερμανία θὰ ἀναγκασθῇ νὰ δεχθῇ τοὺς ὅρους τῶν Συμμάχων. Οἱ «Τάιμς» γράφουν ὅτι ἡ ἀπόφασις τοῦ Ἀνωτάτου Συμβουλίου εἶναι ὁριστικὴ καὶ ὅτι οὐδεμία ἀναβολὴ θὰ γίνῃ δεκτή. Ἡ «Μάντσεστερ Γκάρντιαν» φρονεῖ ὅτι ἡ γερμανικὴ κυβέρνησις θὰ ζητήσῃ νέας διαπραγματεύσεις, ἀλλ' ἡ Γαλλία εἶναι ἀποφασισμένη νὰ ἐφαρμόσῃ κυρώσεις. Ἡ «Ντέιλυ Τέλεγκραφ» προβλέπει ὅτι ἐντὸς ὀλίγων ἡμερῶν ἡ Γερμανία θὰ ὑποβάλῃ νέας προτάσεις, αἱ ὁποῖαι θὰ πλησιάζουν πρὸς τὰς ἀπαιτήσεις τῶν Συμμάχων. Τὸ ζήτημα θεωρεῖται ὡς τὸ σοβαρώτερον τῆς μεταπολεμικῆς περιόδου. Ὁ κ. Μπριὰν καὶ ὁ κ. Λόυδ Τζώρτζ θὰ συναντηθοῦν ἐκ νέου, ἵνα καθορίσουν τὰ μέτρα ἅτινα θὰ ληφθοῦν εἰς περίπτωσιν ἀρνήσεως. Ἐν τῷ μεταξὺ ἡ γερμανικὴ κοινὴ γνώμη εὑρίσκεται εἰς μεγάλην ἀναστάτωσιν καὶ αἱ ἐφημερίδες τοῦ Βερολίνου καταφέρονται ἐναντίον τῶν Συμμάχων. Ἀλλὰ οἱ σοβαροὶ κύκλοι ἀναγνωρίζουν ὅτι οὐδεμία ἄλλη λύσις ὑπάρχει. Ὁ κ. Σίμονς δηλοῖ ὅτι ἡ Γερμανία θὰ πράξῃ ὅ,τι δύναται. Ἡ Εὐρώπη ἀναμένει μετ' ἀγωνίας.	[1052, 875, 1280, 1267]
article-headline: ΑΙΜΙΛΙΟΣ ΦΑΓΚΕ	[86, 575, 276, 668]
byline-prefix: Ὑπὸ	[908, 1004, 934, 1017]
subscriptions-exterior: Ἐξωτερικοῦ	[1399, 267, 1473, 281]
rates-list	[1286, 726, 1586, 939]
rate-value: » 34.00	[1541, 500, 1584, 512]
museum-list	[1286, 1366, 1586, 1464]
rate-label: Ἁλυκῆς Ἀνωνύμου	[1288, 888, 1381, 900]
rate-row	[1286, 463, 1586, 476]
rate-label: Ἐταιρεία Ὑδάτων	[1288, 726, 1379, 737]
post-text: ΚΥΡΙΑΚΗ, 25 Ἀπριλίου. — Ἀγγλικὸν ὕπερ ἐκ τοῦ Βάρεως, Ἀπὸ Λονδῖνον, Παρισίους, Ἰταλίαν, Ἐλβετίαν, ἀναχωρεῖ 7 π. μ. Βρινδήσιον, Κέρκυραν, Πάτρας 8 π. μ. Σμύρνην, Κωνσταντινούπολιν ἐκ Πειραιῶς 8 π. μ.	[1286, 1556, 1586, 1605]
date-weekday: ΣΑΒΒΑΤΟΝ	[1502, 163, 1580, 178]
rate-value: » 111.00	[1535, 876, 1584, 887]
bank-text: Ἐθεωρήθη κατάστασις διαθεσίμων χρυσοῦ καὶ συναλλάγματος κατὰ τὴν 20 Ἀπριλίου 1921. Συναλλάγματα Φρ. 1.126.286.666.80	[1286, 1066, 1586, 1103]
article-subheadline: ΘΑ ΓΙΑΤΡΕΥΘΗΤΕ	[829, 981, 1013, 1000]
rate-row	[1286, 839, 1586, 852]
dateline: ΛΟΝΔΙΝΟΝ, 24 Ἀπριλίου. (Τηλ.)	[1074, 858, 1258, 871]
classified-ad	[1052, 1498, 1280, 1599]
theatre-entry: ΚΟΤΟΠΟΥΛΗ. (Θίασος Κοτοπούλη). — Ἀπογευματινὴ καὶ ἑσπερινὴ «Ἡ γυναίκα τοῦ Μπάμπη».	[1286, 1227, 1586, 1251]
rate-label: Ἑλληνικὸν Μεταλλεῖον	[1288, 851, 1409, 862]
theatre-entry: ΠΑΝΟΡΑΜΑ. (Θίασος Μηλιάδη). — Ἀπογευματινὴ καὶ ἑσπερινὴ «Πανδαισία».	[1286, 1159, 1586, 1183]
rates-list	[1286, 388, 1586, 576]
continuation-note: (Συνέχεια ἐκ τοῦ χθεσινοῦ)	[844, 1030, 998, 1043]
rate-row	[1286, 438, 1586, 451]
rate-value: » 68.00	[1541, 738, 1584, 750]
article-body: Τὰ διὰ τοῦ χθεσινοῦ Εὐρωπαϊκοῦ ταχυδρομείου κομισθέντα ἰταλικὰ φύλλα περιέχουν λεπτομερείας περὶ τῆς ζωηρᾶς συζητήσεως ἥτις διημείφθη μεταξὺ τοῦ κ. Λόυδ Τζώρτζ καὶ τοῦ κ. Μπριὰν κατὰ τὴν τελευταίαν συνάντησιν τῶν δύο πρωθυπουργῶν. Ὁ κ. Μπριὰν ἐτόνισεν ὅτι ἡ Γαλλία δὲν δύναται νὰ ἀνεχθῇ περαιτέρω ἀναβολὰς ὡς πρὸς τὴν ἐκτέλεσιν τῶν ὅρων τῆς συνθήκης, ἐνῷ ὁ κ. Λόυδ Τζώρτζ ἀπήντησεν ὅτι ἡ Ἀγγλία δὲν εἶναι διατεθειμένη νὰ ἀκολουθήσῃ πολιτικὴν ἡ ὁποία θὰ ὡδήγει εἰς νέας περιπετείας. Ἡ συζήτησις ὑπῆρξεν ἐξαιρετικῶς ζωηρὰ καὶ ἐπὶ στιγμὴν ἐφοβήθησαν ὅτι θὰ ἐπέλθῃ ρῆξις. Ἀλλὰ ὁ κ. Μπριὰν ἐπέδειξε μετριοπάθειαν καὶ προέτεινε νὰ παραπεμφθῇ τὸ ζήτημα εἰς τὸ Ἀνώτατον Συμβούλιον. Ἡ πρότασις ἐγένετο δεκτὴ καὶ ἡ συνεδρίασις ἐλύθη ἐν ἀτμοσφαίρᾳ ἀβεβαιότητος. Εἰς τοὺς πολιτικοὺς κύκλους τῶν Παρισίων ἡ συζήτησις αὕτη ἐθεωρήθη ὡς σοβαρὸν σύμπτωμα. Ὁ κ. Λόυδ Τζώρτζ, λέγουν, εἶναι ἀποφασισμένος νὰ μὴ ὑποχωρήσῃ, ὁ δὲ κ. Μπριὰν εὑρίσκεται ὑπὸ τὴν πίεσιν τῆς κοινῆς γνώμης, ἡ ὁποία ζητεῖ αὐστηρὰ μέτρα. Ἐὰν αἱ δύο κυβερνήσεις δὲν καταλήξουν εἰς συμφωνίαν, ἡ Συμμαχία θὰ ὑποστῇ σοβαρὸν πλῆγμα. Ἀλλὰ οἱ διπλωμάται ἐλπίζουν ὅτι ἡ ψυχραιμία θὰ ἐπικρατήσῃ.	[796, 587, 1280, 796]
bank-title: ΕΘΝΙΚΗ ΤΡΑΠΕΖΑ ΤΗΣ ΕΛΛΑΔΟΣ	[1330, 1051, 1542, 1065]
theatre-list	[1286, 1132, 1586, 1338]
article-headline: ΜΙΑ ΣΦΟΔΡΑ ΣΥΖΗΤΗΣΙΣ	[844, 516, 1232, 551]
theatre-entry: ΑΤΤΙΚΟΝ. «Ἡ ἐκδίκησις τῶν Ἰνδῶν».	[1286, 1296, 1478, 1307]
rate-label: Δάνειον Ἀμύνης	[1288, 438, 1370, 449]
rate-row	[1286, 551, 1586, 564]
rate-row	[1286, 776, 1586, 789]
fx-note: (Ἐκ τῆς Ἐθνικῆς Τραπέζης)	[1366, 957, 1506, 969]
article-subheadline: ΤΑ ΠΕΡΙ ΕΛΛΗΝΟΤΟΥΡΚΙΚΗΣ ΣΥΝΕΝΝΟΗΣΕΩΣ	[804, 337, 1272, 359]
column-2	[340, 40, 562, 2110]
rate-value: » 1050.00	[1529, 632, 1584, 643]
rate-label: Οἰνοπνευματικὴ Καμπά	[1288, 838, 1409, 850]
rate-row	[1286, 739, 1586, 752]
rate-row	[1286, 620, 1586, 633]
rate-value: » 61.00	[1541, 901, 1584, 912]
fx-rates: Ἐπὶ Παρισίων 125 1/2—120. Ἐπὶ Λονδίνου 63—64.50. Ἐπὶ Βερολίνου 13 3/4—25. Ἐπὶ Ἰταλίας 77 1/2—80. Ἐπὶ Ἑλβετίας 280 1/2—289. Ἐπὶ Νέας Υόρκης 15.64—16.21. Ἐπὶ Ἱσπανίας 231 1/2—238 1/2. Ἐπὶ Ἀμστελοδάμου 555—575. Ἐπὶ Στοκχόλμης 346—364. Ἐπὶ Βρυξελλῶν 125 1/2—129 1/2.	[1286, 970, 1586, 1044]
rate-label: Τραπέζης Ἐθνικῆς	[1288, 669, 1382, 681]
headline-box	[796, 841, 1046, 975]
rate-value: » 173.00	[1535, 550, 1584, 562]
article-headline: ΕΝΑΣ ΘΗΣΑΥΡΟΣ	[28, 58, 334, 154]
date-month: ΑΠΡΙΛΙΟΣ	[1292, 163, 1361, 178]
rate-value: » 143.00	[1535, 619, 1584, 631]
divider	[1052, 1274, 1280, 1275]
calendar-title: ΗΜΕΡΟΛΟΓΙΟΝ	[1331, 116, 1541, 141]
rate-row	[1286, 926, 1586, 939]
date-day: 24	[1403, 147, 1460, 194]
